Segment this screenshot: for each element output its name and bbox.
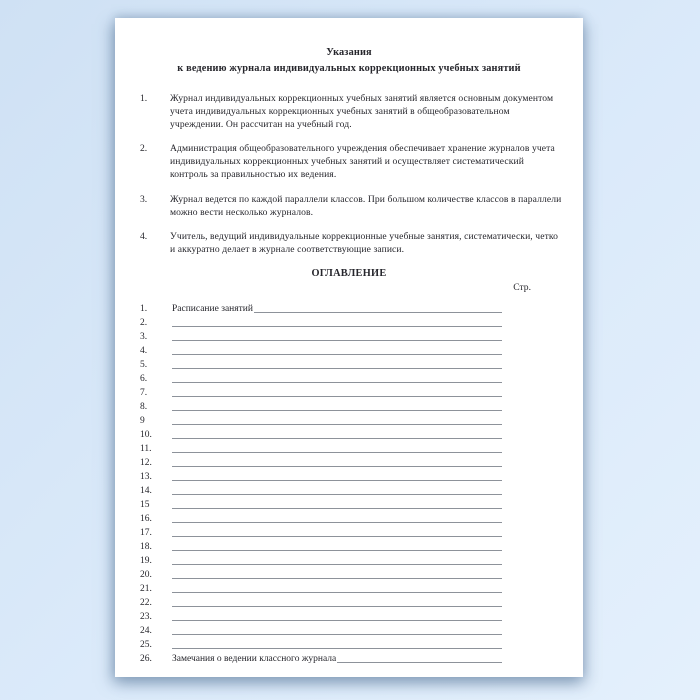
toc-row-label: Расписание занятий bbox=[172, 303, 253, 314]
toc-row-number: 26. bbox=[140, 653, 152, 664]
toc-row-number: 5. bbox=[140, 359, 148, 370]
toc-row-fill-line bbox=[337, 662, 502, 663]
instruction-item-4 bbox=[140, 230, 563, 256]
toc-row-number: 21. bbox=[140, 583, 152, 594]
toc-row-number: 13. bbox=[140, 471, 152, 482]
toc-row-number: 22. bbox=[140, 597, 152, 608]
toc-row-number: 1. bbox=[140, 303, 148, 314]
toc-row-fill-line bbox=[172, 368, 502, 369]
toc-row-number: 10. bbox=[140, 429, 152, 440]
toc-row-fill-line bbox=[172, 550, 502, 551]
toc-row-fill-line bbox=[172, 606, 502, 607]
toc-row-13 bbox=[140, 469, 502, 483]
toc-row-22 bbox=[140, 595, 502, 609]
toc-rows bbox=[140, 301, 502, 665]
toc-row-15 bbox=[140, 497, 502, 511]
toc-row-number: 6. bbox=[140, 373, 148, 384]
toc-row-fill-line bbox=[254, 312, 502, 313]
toc-row-number: 4. bbox=[140, 345, 148, 356]
toc-row-number: 2. bbox=[140, 317, 148, 328]
toc-row-3 bbox=[140, 329, 502, 343]
instruction-item-2 bbox=[140, 142, 563, 181]
toc-row-4 bbox=[140, 343, 502, 357]
toc-page-column-label: Стр. bbox=[513, 281, 531, 293]
toc-row-25 bbox=[140, 637, 502, 651]
toc-row-fill-line bbox=[172, 564, 502, 565]
toc-row-number: 25. bbox=[140, 639, 152, 650]
toc-row-fill-line bbox=[172, 522, 502, 523]
toc-row-fill-line bbox=[172, 592, 502, 593]
toc-row-9 bbox=[140, 413, 502, 427]
toc-row-1 bbox=[140, 301, 502, 315]
document-title-line2: к ведению журнала индивидуальных коррекционных учебных занятий bbox=[177, 62, 521, 74]
toc-row-fill-line bbox=[172, 634, 502, 635]
toc-row-number: 7. bbox=[140, 387, 148, 398]
toc-row-fill-line bbox=[172, 494, 502, 495]
toc-row-20 bbox=[140, 567, 502, 581]
toc-row-fill-line bbox=[172, 648, 502, 649]
instruction-text: Журнал ведется по каждой параллели классов. При большом количестве классов в параллели можно вести несколько журналов. bbox=[170, 193, 562, 218]
toc-row-number: 18. bbox=[140, 541, 152, 552]
toc-row-fill-line bbox=[172, 452, 502, 453]
instruction-number: 3. bbox=[140, 193, 148, 205]
toc-row-fill-line bbox=[172, 480, 502, 481]
toc-row-19 bbox=[140, 553, 502, 567]
toc-row-18 bbox=[140, 539, 502, 553]
instruction-text: Администрация общеобразовательного учреждения обеспечивает хранение журналов учета индивидуальных коррекционных учебных занятий и осуществляет систематический контроль за правильностью их ведения. bbox=[170, 143, 555, 181]
toc-row-24 bbox=[140, 623, 502, 637]
instruction-number: 4. bbox=[140, 230, 148, 242]
toc-row-fill-line bbox=[172, 466, 502, 467]
toc-row-number: 24. bbox=[140, 625, 152, 636]
toc-row-number: 15 bbox=[140, 499, 150, 510]
toc-row-26 bbox=[140, 651, 502, 665]
instruction-text: Учитель, ведущий индивидуальные коррекционные учебные занятия, систематически, четко и аккуратно делает в журнале соответствующие записи. bbox=[170, 230, 559, 255]
toc-row-fill-line bbox=[172, 508, 502, 509]
toc-row-number: 3. bbox=[140, 331, 148, 342]
toc-row-number: 8. bbox=[140, 401, 148, 412]
toc-row-21 bbox=[140, 581, 502, 595]
toc-row-fill-line bbox=[172, 340, 502, 341]
toc-row-fill-line bbox=[172, 536, 502, 537]
toc-row-number: 19. bbox=[140, 555, 152, 566]
toc-row-fill-line bbox=[172, 438, 502, 439]
toc-row-number: 17. bbox=[140, 527, 152, 538]
toc-row-fill-line bbox=[172, 578, 502, 579]
toc-row-14 bbox=[140, 483, 502, 497]
toc-row-16 bbox=[140, 511, 502, 525]
toc-row-5 bbox=[140, 357, 502, 371]
toc-row-2 bbox=[140, 315, 502, 329]
toc-row-fill-line bbox=[172, 354, 502, 355]
toc-row-label: Замечания о ведении классного журнала bbox=[172, 653, 337, 664]
toc-row-8 bbox=[140, 399, 502, 413]
toc-row-number: 16. bbox=[140, 513, 152, 524]
toc-row-fill-line bbox=[172, 410, 502, 411]
instruction-text: Журнал индивидуальных коррекционных учебных занятий является основным документом учета индивидуальных коррекционных учебных занятий в общеобразовательном учреждении. Он рассчитан на учебный год. bbox=[170, 93, 554, 131]
instruction-item-3 bbox=[140, 193, 563, 219]
toc-row-number: 23. bbox=[140, 611, 152, 622]
toc-row-17 bbox=[140, 525, 502, 539]
document-page bbox=[115, 18, 583, 677]
instruction-item-1 bbox=[140, 92, 563, 131]
toc-row-12 bbox=[140, 455, 502, 469]
document-title-line1: Указания bbox=[326, 47, 372, 58]
toc-row-fill-line bbox=[172, 396, 502, 397]
toc-row-number: 11. bbox=[140, 443, 152, 454]
toc-row-fill-line bbox=[172, 424, 502, 425]
toc-row-number: 20. bbox=[140, 569, 152, 580]
toc-row-number: 9 bbox=[140, 415, 145, 426]
toc-heading: ОГЛАВЛЕНИЕ bbox=[311, 267, 387, 279]
instruction-number: 1. bbox=[140, 93, 148, 104]
toc-row-10 bbox=[140, 427, 502, 441]
instructions-list bbox=[140, 92, 563, 256]
toc-row-number: 12. bbox=[140, 457, 152, 468]
toc-row-number: 14. bbox=[140, 485, 152, 496]
toc-row-7 bbox=[140, 385, 502, 399]
toc-row-fill-line bbox=[172, 326, 502, 327]
toc-row-fill-line bbox=[172, 620, 502, 621]
toc-row-6 bbox=[140, 371, 502, 385]
instruction-number: 2. bbox=[140, 143, 148, 155]
document-title bbox=[115, 45, 583, 76]
toc-row-11 bbox=[140, 441, 502, 455]
toc-row-fill-line bbox=[172, 382, 502, 383]
toc-row-23 bbox=[140, 609, 502, 623]
